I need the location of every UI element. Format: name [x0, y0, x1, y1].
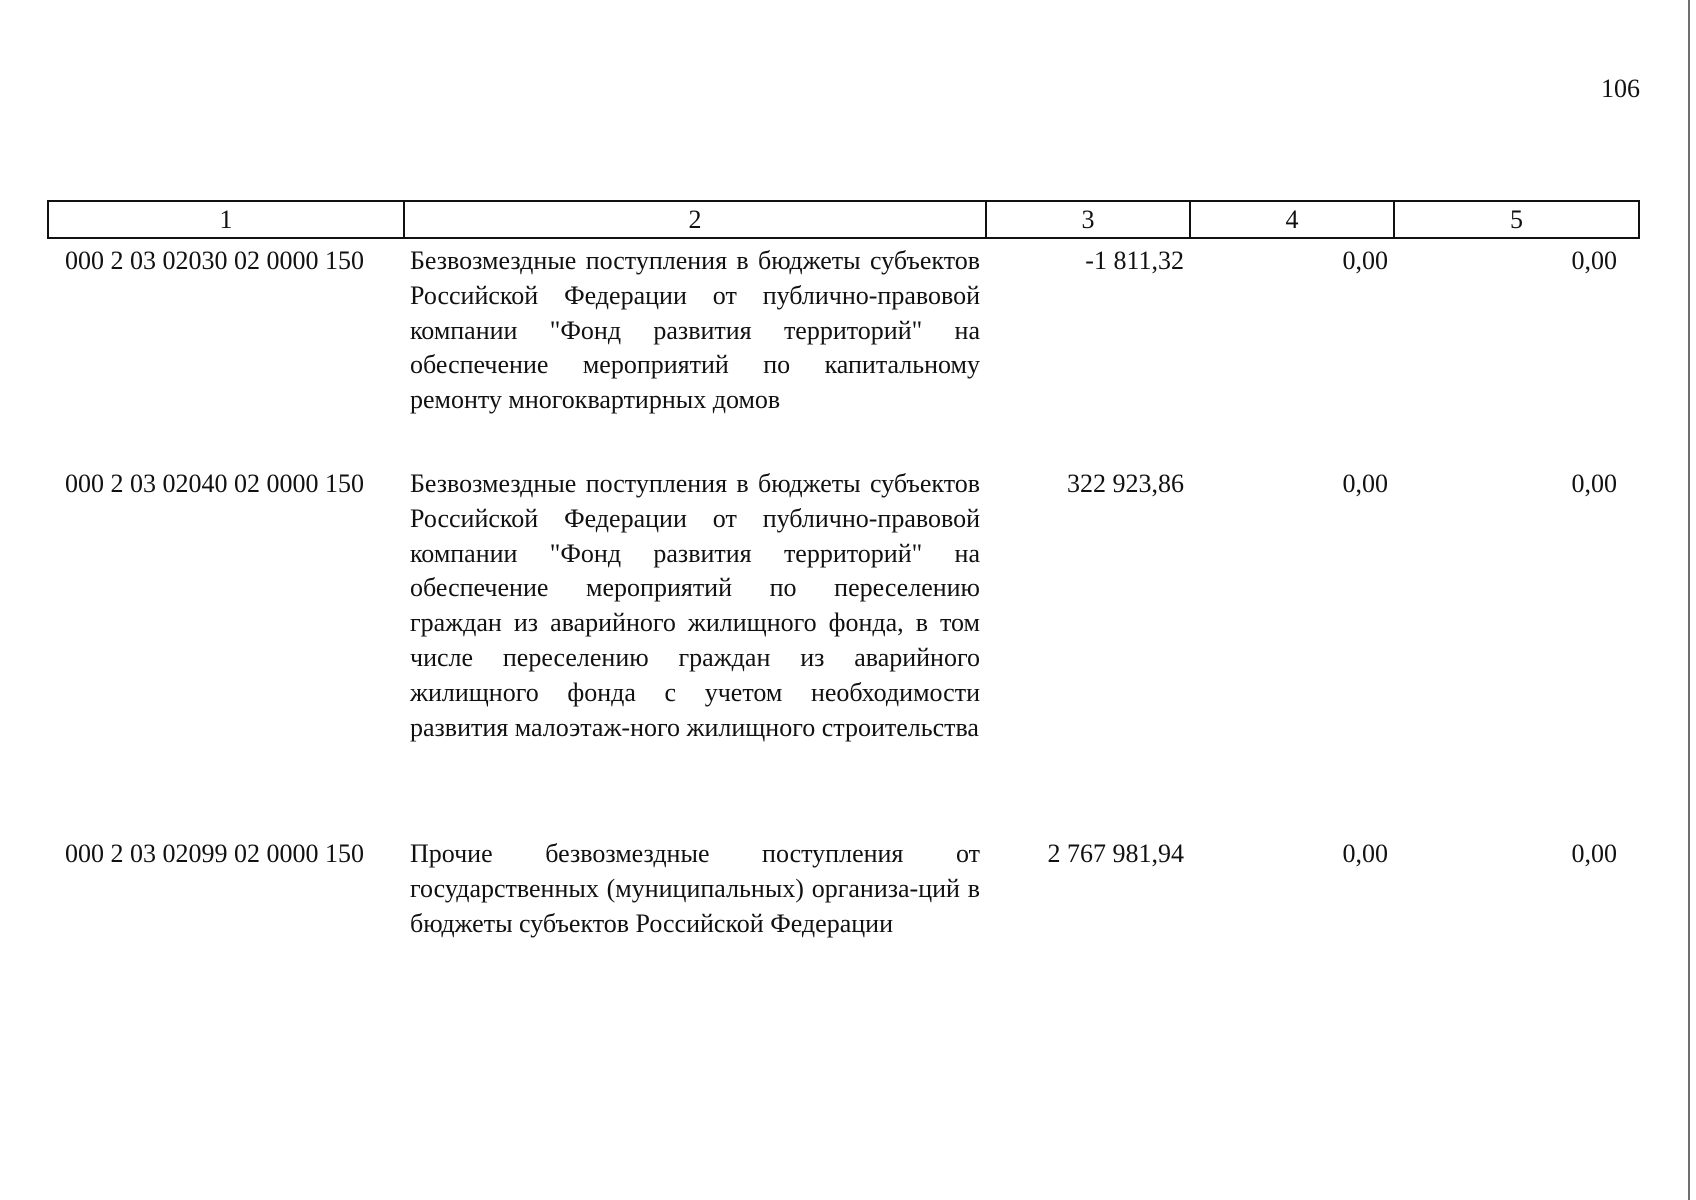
- table-header: [48, 201, 1639, 238]
- amount-column-5: 0,00: [1571, 246, 1617, 275]
- amount-column-4: 0,00: [1342, 839, 1388, 868]
- revenue-description: Безвозмездные поступления в бюджеты субъектов Российской Федерации от публично-правовой компании "Фонд развития территорий" на обеспечение мероприятий по капитальному ремонту многоквартирных домов: [410, 246, 980, 415]
- revenue-description: Безвозмездные поступления в бюджеты субъектов Российской Федерации от публично-правовой компании "Фонд развития территорий" на обеспечение мероприятий по переселению граждан из аварийного жилищного фонда, в том числе переселению граждан из аварийного жилищного фонда с учетом необходимости развития малоэтаж-ного жилищного строительства: [410, 469, 980, 742]
- revenue-table: [47, 200, 1640, 997]
- budget-code: 000 2 03 02030 02 0000 150: [65, 246, 364, 275]
- header-column-2: 2: [404, 201, 986, 238]
- amount-column-4: 0,00: [1342, 246, 1388, 275]
- budget-code: 000 2 03 02040 02 0000 150: [65, 469, 364, 498]
- budget-code: 000 2 03 02099 02 0000 150: [65, 839, 364, 868]
- header-column-4: 4: [1190, 201, 1394, 238]
- header-row: [48, 201, 1639, 238]
- table-body: [48, 238, 1639, 997]
- amount-column-3: 2 767 981,94: [1047, 839, 1184, 868]
- revenue-description: Прочие безвозмездные поступления от государственных (муниципальных) организа-ций в бюджеты субъектов Российской Федерации: [410, 839, 980, 938]
- header-column-1: 1: [48, 201, 404, 238]
- page-edge-line: [1688, 0, 1690, 1200]
- amount-column-3: 322 923,86: [1067, 469, 1184, 498]
- page-number: 106: [1601, 74, 1640, 103]
- amount-column-5: 0,00: [1571, 469, 1617, 498]
- table-row: [48, 832, 1639, 997]
- table-row: [48, 462, 1639, 832]
- header-column-5: 5: [1394, 201, 1639, 238]
- header-column-3: 3: [986, 201, 1190, 238]
- amount-column-5: 0,00: [1571, 839, 1617, 868]
- amount-column-4: 0,00: [1342, 469, 1388, 498]
- table-row: [48, 238, 1639, 462]
- amount-column-3: -1 811,32: [1085, 246, 1184, 275]
